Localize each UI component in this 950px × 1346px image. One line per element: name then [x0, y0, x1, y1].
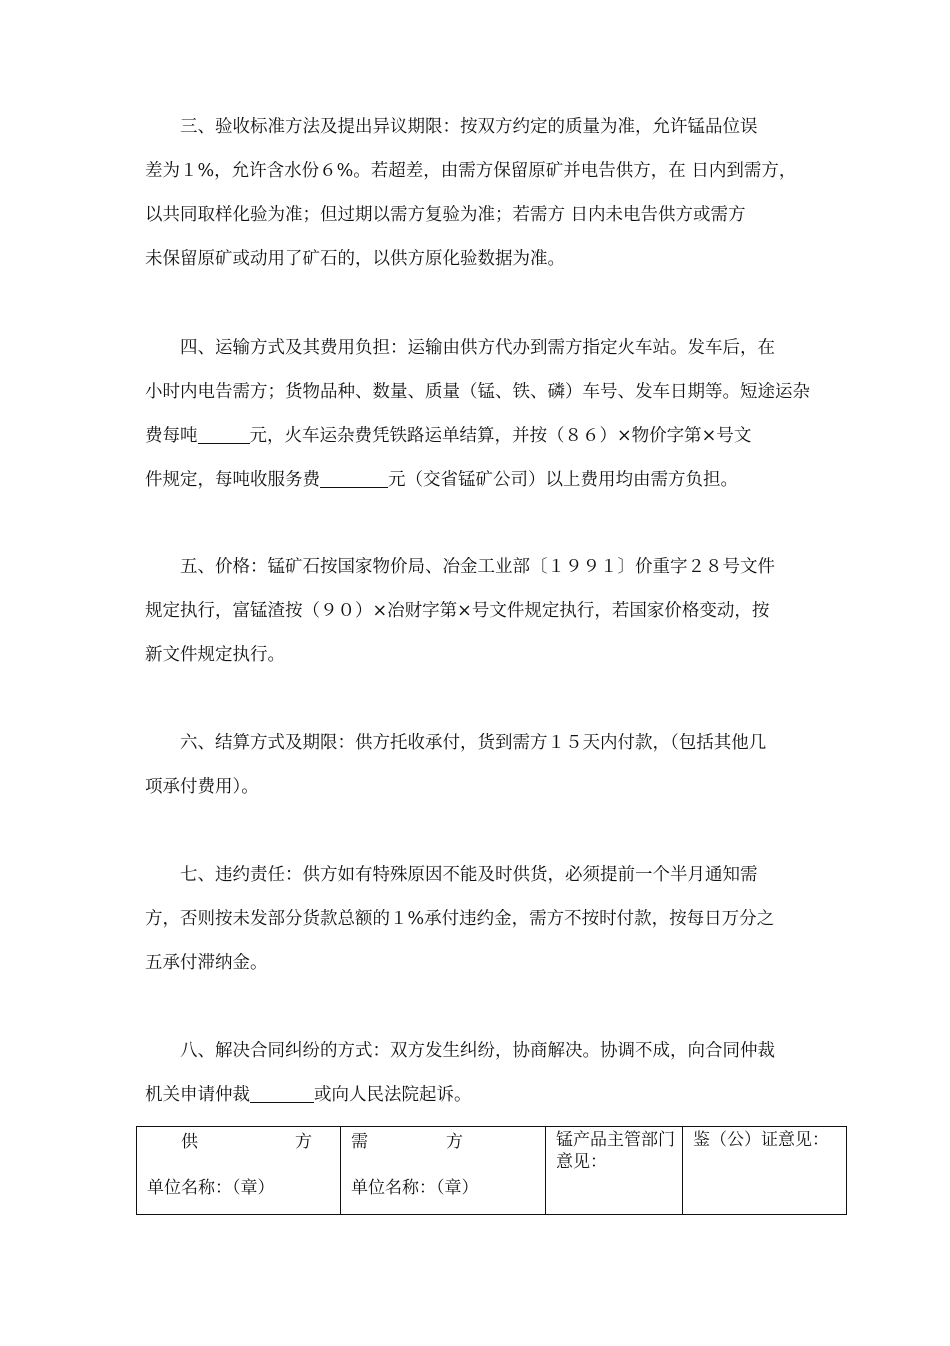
section-4-line-4-end: 元（交省锰矿公司）以上费用均由需方负担。: [388, 470, 738, 490]
notary-cell: [683, 1127, 847, 1215]
section-4-line-2: 小时内电告需方；货物品种、数量、质量（锰、铁、磷）车号、发车日期等。短途运杂: [145, 382, 810, 402]
supplier-unit-name: 单位名称：（章）: [147, 1178, 275, 1198]
section-3-line-1: 三、验收标准方法及提出异议期限：按双方约定的质量为准，允许锰品位误: [180, 117, 758, 137]
supplier-title: 供 方: [181, 1132, 312, 1152]
service-fee-blank[interactable]: [320, 469, 388, 488]
section-7-liability: [145, 853, 815, 985]
section-5-line-3: 新文件规定执行。: [145, 645, 285, 665]
signature-table: [136, 1126, 847, 1215]
section-8-line-2-start: 机关申请仲裁: [145, 1085, 250, 1105]
section-7-line-3: 五承付滞纳金。: [145, 953, 268, 973]
section-4-line-3: [145, 414, 815, 458]
section-4-transport: [145, 326, 815, 502]
section-4-line-3-end: 元，火车运杂费凭铁路运单结算，并按（８６）×物价字第×号文: [249, 426, 752, 446]
section-4-line-1: 四、运输方式及其费用负担：运输由供方代办到需方指定火车站。发车后，在: [180, 338, 775, 358]
section-8-line-2-end: 或向人民法院起诉。: [314, 1085, 472, 1105]
section-4-line-4-start: 件规定，每吨收服务费: [145, 470, 320, 490]
section-3-line-2: 差为１%，允许含水份６%。若超差，由需方保留原矿并电告供方，在 日内到需方，: [145, 161, 797, 181]
section-8-dispute: [145, 1029, 815, 1117]
section-5-line-1: 五、价格：锰矿石按国家物价局、冶金工业部〔１９９１〕价重字２８号文件: [180, 557, 775, 577]
arbitration-blank[interactable]: [250, 1084, 314, 1103]
section-5-price: [145, 545, 815, 677]
signature-row: [137, 1127, 847, 1215]
buyer-title: 需 方: [351, 1132, 463, 1152]
section-7-line-2: 方，否则按未发部分货款总额的１%承付违约金，需方不按时付款，按每日万分之: [145, 909, 775, 929]
notary-opinion-label: 鉴（公）证意见：: [693, 1130, 829, 1150]
section-8-line-1: 八、解决合同纠纷的方式：双方发生纠纷，协商解决。协调不成，向合同仲裁: [180, 1041, 775, 1061]
buyer-cell: [341, 1127, 546, 1215]
section-8-line-2: [145, 1073, 815, 1117]
freight-fee-blank[interactable]: [198, 425, 250, 444]
section-3-line-3: 以共同取样化验为准；但过期以需方复验为准；若需方 日内未电告供方或需方: [145, 205, 746, 225]
section-6-line-2: 项承付费用）。: [145, 777, 259, 797]
section-3-line-4: 未保留原矿或动用了矿石的，以供方原化验数据为准。: [145, 249, 565, 269]
section-6-settlement: [145, 721, 815, 809]
supplier-cell: [137, 1127, 341, 1215]
section-7-line-1: 七、违约责任：供方如有特殊原因不能及时供货，必须提前一个半月通知需: [180, 865, 758, 885]
buyer-unit-name: 单位名称：（章）: [351, 1178, 479, 1198]
section-6-line-1: 六、结算方式及期限：供方托收承付，货到需方１５天内付款，（包括其他几: [180, 733, 767, 753]
section-5-line-2: 规定执行，富锰渣按（９０）×冶财字第×号文件规定执行，若国家价格变动，按: [145, 601, 770, 621]
section-3-inspection: [145, 105, 815, 281]
authority-cell: [546, 1127, 683, 1215]
section-4-line-3-start: 费每吨: [145, 426, 198, 446]
section-4-line-4: [145, 458, 815, 502]
authority-opinion-label: 锰产品主管部门意见：: [556, 1130, 675, 1172]
